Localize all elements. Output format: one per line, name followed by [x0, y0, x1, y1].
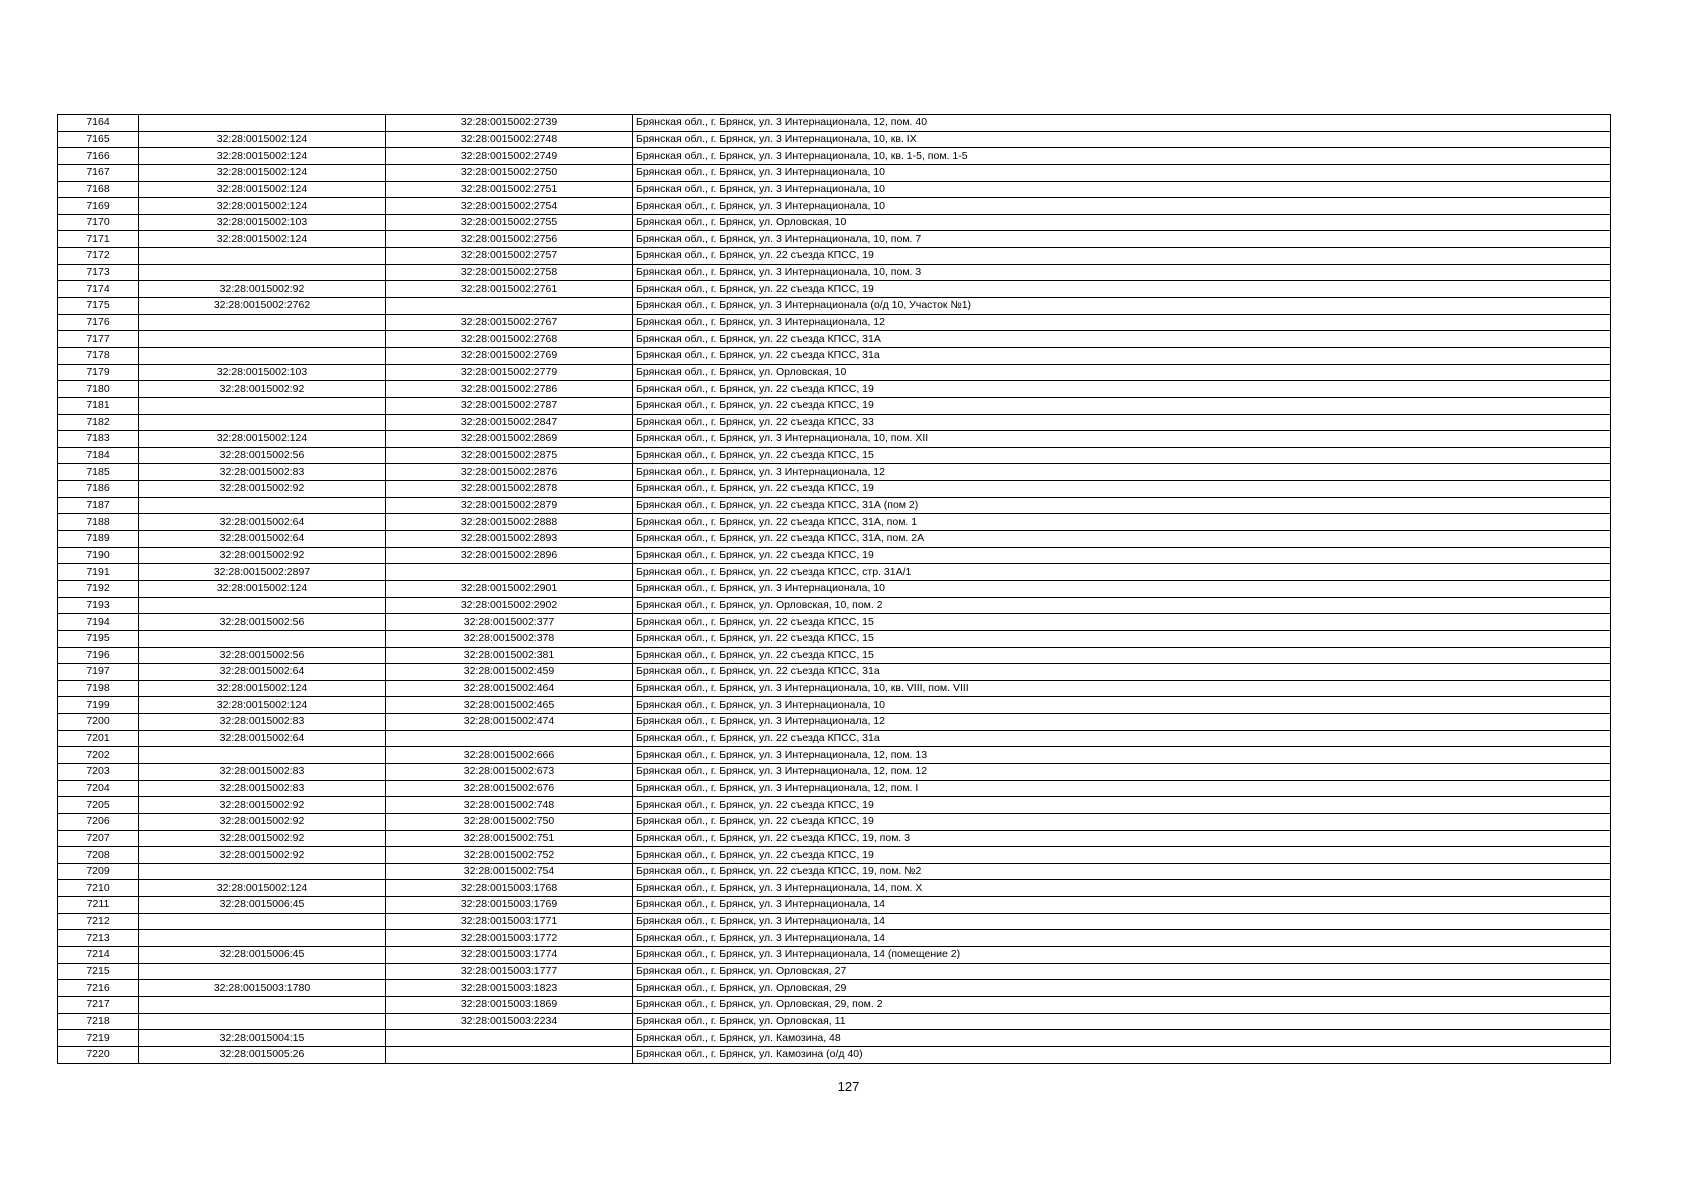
- cadastral-number-cell: 32:28:0015002:2786: [386, 381, 633, 398]
- cadastral-number-cell: 32:28:0015002:2876: [386, 464, 633, 481]
- row-number-cell: 7218: [58, 1013, 139, 1030]
- table-row: [58, 547, 1611, 564]
- parcel-number-cell: 32:28:0015002:2762: [139, 298, 386, 315]
- row-number-cell: 7176: [58, 314, 139, 331]
- cadastral-number-cell: 32:28:0015002:2893: [386, 531, 633, 548]
- address-cell: Брянская обл., г. Брянск, ул. 3 Интернационала, 14 (помещение 2): [633, 947, 1611, 964]
- table-row: [58, 664, 1611, 681]
- address-cell: Брянская обл., г. Брянск, ул. 22 съезда КПСС, 19: [633, 397, 1611, 414]
- row-number-cell: 7179: [58, 364, 139, 381]
- row-number-cell: 7165: [58, 131, 139, 148]
- row-number-cell: 7171: [58, 231, 139, 248]
- table-row: [58, 148, 1611, 165]
- table-row: [58, 880, 1611, 897]
- cadastral-number-cell: 32:28:0015002:2902: [386, 597, 633, 614]
- table-row: [58, 930, 1611, 947]
- address-cell: Брянская обл., г. Брянск, ул. 22 съезда КПСС, 19, пом. 3: [633, 830, 1611, 847]
- table-row: [58, 464, 1611, 481]
- row-number-cell: 7174: [58, 281, 139, 298]
- table-row: [58, 481, 1611, 498]
- parcel-number-cell: 32:28:0015006:45: [139, 897, 386, 914]
- parcel-number-cell: 32:28:0015002:56: [139, 447, 386, 464]
- cadastral-number-cell: 32:28:0015002:666: [386, 747, 633, 764]
- table-row: [58, 797, 1611, 814]
- table-row: [58, 381, 1611, 398]
- table-row: [58, 913, 1611, 930]
- address-cell: Брянская обл., г. Брянск, ул. 3 Интернационала, 14, пом. X: [633, 880, 1611, 897]
- parcel-number-cell: [139, 264, 386, 281]
- address-cell: Брянская обл., г. Брянск, ул. 22 съезда КПСС, 19: [633, 481, 1611, 498]
- cadastral-number-cell: 32:28:0015002:2739: [386, 115, 633, 132]
- cadastral-number-cell: 32:28:0015002:2767: [386, 314, 633, 331]
- parcel-number-cell: [139, 347, 386, 364]
- table-row: [58, 531, 1611, 548]
- registry-table-body: [58, 115, 1611, 1064]
- table-row: [58, 947, 1611, 964]
- parcel-number-cell: [139, 314, 386, 331]
- table-row: [58, 963, 1611, 980]
- cadastral-number-cell: [386, 1030, 633, 1047]
- row-number-cell: 7167: [58, 164, 139, 181]
- address-cell: Брянская обл., г. Брянск, ул. 22 съезда КПСС, 19: [633, 847, 1611, 864]
- cadastral-number-cell: 32:28:0015002:2761: [386, 281, 633, 298]
- cadastral-number-cell: [386, 730, 633, 747]
- address-cell: Брянская обл., г. Брянск, ул. 22 съезда КПСС, 15: [633, 447, 1611, 464]
- table-row: [58, 980, 1611, 997]
- address-cell: Брянская обл., г. Брянск, ул. 3 Интернационала, 10: [633, 580, 1611, 597]
- cadastral-number-cell: 32:28:0015002:752: [386, 847, 633, 864]
- cadastral-number-cell: 32:28:0015002:2869: [386, 431, 633, 448]
- cadastral-number-cell: 32:28:0015002:459: [386, 664, 633, 681]
- parcel-number-cell: 32:28:0015002:103: [139, 364, 386, 381]
- table-row: [58, 231, 1611, 248]
- row-number-cell: 7208: [58, 847, 139, 864]
- address-cell: Брянская обл., г. Брянск, ул. 22 съезда КПСС, 31А, пом. 1: [633, 514, 1611, 531]
- table-row: [58, 897, 1611, 914]
- cadastral-number-cell: 32:28:0015003:1769: [386, 897, 633, 914]
- table-row: [58, 697, 1611, 714]
- row-number-cell: 7166: [58, 148, 139, 165]
- parcel-number-cell: 32:28:0015002:124: [139, 697, 386, 714]
- address-cell: Брянская обл., г. Брянск, ул. 22 съезда КПСС, 31А (пом 2): [633, 497, 1611, 514]
- address-cell: Брянская обл., г. Брянск, ул. Орловская, 29: [633, 980, 1611, 997]
- cadastral-number-cell: 32:28:0015002:378: [386, 630, 633, 647]
- parcel-number-cell: 32:28:0015002:124: [139, 131, 386, 148]
- address-cell: Брянская обл., г. Брянск, ул. 22 съезда КПСС, 19: [633, 813, 1611, 830]
- cadastral-number-cell: [386, 298, 633, 315]
- address-cell: Брянская обл., г. Брянск, ул. 22 съезда КПСС, 19: [633, 797, 1611, 814]
- row-number-cell: 7178: [58, 347, 139, 364]
- address-cell: Брянская обл., г. Брянск, ул. Орловская, 10, пом. 2: [633, 597, 1611, 614]
- address-cell: Брянская обл., г. Брянск, ул. 3 Интернационала, 14: [633, 930, 1611, 947]
- cadastral-number-cell: 32:28:0015002:2878: [386, 481, 633, 498]
- table-row: [58, 431, 1611, 448]
- cadastral-number-cell: [386, 1046, 633, 1063]
- address-cell: Брянская обл., г. Брянск, ул. Камозина, 48: [633, 1030, 1611, 1047]
- parcel-number-cell: 32:28:0015003:1780: [139, 980, 386, 997]
- table-row: [58, 214, 1611, 231]
- table-row: [58, 564, 1611, 581]
- cadastral-number-cell: 32:28:0015002:2755: [386, 214, 633, 231]
- row-number-cell: 7215: [58, 963, 139, 980]
- cadastral-number-cell: 32:28:0015002:2751: [386, 181, 633, 198]
- parcel-number-cell: 32:28:0015002:103: [139, 214, 386, 231]
- parcel-number-cell: 32:28:0015002:64: [139, 730, 386, 747]
- table-row: [58, 747, 1611, 764]
- table-row: [58, 597, 1611, 614]
- row-number-cell: 7183: [58, 431, 139, 448]
- cadastral-number-cell: 32:28:0015002:2748: [386, 131, 633, 148]
- row-number-cell: 7216: [58, 980, 139, 997]
- row-number-cell: 7196: [58, 647, 139, 664]
- address-cell: Брянская обл., г. Брянск, ул. 3 Интернационала, 10, пом. 3: [633, 264, 1611, 281]
- parcel-number-cell: 32:28:0015002:64: [139, 514, 386, 531]
- parcel-number-cell: 32:28:0015002:64: [139, 531, 386, 548]
- parcel-number-cell: [139, 630, 386, 647]
- row-number-cell: 7204: [58, 780, 139, 797]
- parcel-number-cell: 32:28:0015002:83: [139, 780, 386, 797]
- row-number-cell: 7170: [58, 214, 139, 231]
- cadastral-number-cell: 32:28:0015002:2754: [386, 198, 633, 215]
- parcel-number-cell: 32:28:0015006:45: [139, 947, 386, 964]
- cadastral-number-cell: 32:28:0015003:1771: [386, 913, 633, 930]
- cadastral-number-cell: 32:28:0015003:1768: [386, 880, 633, 897]
- address-cell: Брянская обл., г. Брянск, ул. 22 съезда КПСС, 19: [633, 281, 1611, 298]
- parcel-number-cell: 32:28:0015002:124: [139, 880, 386, 897]
- table-row: [58, 847, 1611, 864]
- address-cell: Брянская обл., г. Брянск, ул. 22 съезда КПСС, 31а: [633, 347, 1611, 364]
- address-cell: Брянская обл., г. Брянск, ул. 3 Интернационала, 12, пом. 12: [633, 763, 1611, 780]
- page-number: 127: [837, 1079, 860, 1094]
- table-row: [58, 164, 1611, 181]
- parcel-number-cell: 32:28:0015005:26: [139, 1046, 386, 1063]
- table-row: [58, 347, 1611, 364]
- row-number-cell: 7186: [58, 481, 139, 498]
- cadastral-number-cell: 32:28:0015002:2875: [386, 447, 633, 464]
- table-row: [58, 131, 1611, 148]
- parcel-number-cell: [139, 930, 386, 947]
- parcel-number-cell: [139, 414, 386, 431]
- parcel-number-cell: 32:28:0015002:2897: [139, 564, 386, 581]
- parcel-number-cell: 32:28:0015002:83: [139, 763, 386, 780]
- cadastral-number-cell: 32:28:0015002:2901: [386, 580, 633, 597]
- parcel-number-cell: 32:28:0015002:92: [139, 281, 386, 298]
- address-cell: Брянская обл., г. Брянск, ул. Камозина (о/д 40): [633, 1046, 1611, 1063]
- parcel-number-cell: 32:28:0015002:124: [139, 580, 386, 597]
- address-cell: Брянская обл., г. Брянск, ул. 3 Интернационала, 14: [633, 913, 1611, 930]
- row-number-cell: 7188: [58, 514, 139, 531]
- address-cell: Брянская обл., г. Брянск, ул. 22 съезда КПСС, 15: [633, 630, 1611, 647]
- parcel-number-cell: 32:28:0015002:64: [139, 664, 386, 681]
- row-number-cell: 7207: [58, 830, 139, 847]
- row-number-cell: 7213: [58, 930, 139, 947]
- row-number-cell: 7192: [58, 580, 139, 597]
- address-cell: Брянская обл., г. Брянск, ул. 3 Интернационала, 10: [633, 697, 1611, 714]
- address-cell: Брянская обл., г. Брянск, ул. 3 Интернационала, 12: [633, 314, 1611, 331]
- cadastral-number-cell: 32:28:0015002:2768: [386, 331, 633, 348]
- cadastral-number-cell: 32:28:0015002:673: [386, 763, 633, 780]
- parcel-number-cell: 32:28:0015002:92: [139, 797, 386, 814]
- row-number-cell: 7184: [58, 447, 139, 464]
- cadastral-number-cell: 32:28:0015002:754: [386, 863, 633, 880]
- table-row: [58, 780, 1611, 797]
- parcel-number-cell: [139, 996, 386, 1013]
- address-cell: Брянская обл., г. Брянск, ул. 22 съезда КПСС, 31А: [633, 331, 1611, 348]
- table-row: [58, 331, 1611, 348]
- row-number-cell: 7169: [58, 198, 139, 215]
- cadastral-number-cell: 32:28:0015002:381: [386, 647, 633, 664]
- table-row: [58, 730, 1611, 747]
- table-row: [58, 248, 1611, 265]
- parcel-number-cell: [139, 963, 386, 980]
- parcel-number-cell: 32:28:0015002:83: [139, 714, 386, 731]
- parcel-number-cell: 32:28:0015002:92: [139, 481, 386, 498]
- table-row: [58, 514, 1611, 531]
- table-row: [58, 996, 1611, 1013]
- table-row: [58, 115, 1611, 132]
- parcel-number-cell: 32:28:0015002:124: [139, 181, 386, 198]
- row-number-cell: 7180: [58, 381, 139, 398]
- parcel-number-cell: 32:28:0015002:124: [139, 231, 386, 248]
- table-row: [58, 447, 1611, 464]
- address-cell: Брянская обл., г. Брянск, ул. Орловская, 10: [633, 214, 1611, 231]
- cadastral-number-cell: 32:28:0015002:2779: [386, 364, 633, 381]
- row-number-cell: 7182: [58, 414, 139, 431]
- parcel-number-cell: [139, 597, 386, 614]
- address-cell: Брянская обл., г. Брянск, ул. 22 съезда КПСС, 15: [633, 614, 1611, 631]
- table-row: [58, 264, 1611, 281]
- cadastral-number-cell: 32:28:0015002:377: [386, 614, 633, 631]
- cadastral-number-cell: 32:28:0015002:465: [386, 697, 633, 714]
- cadastral-number-cell: 32:28:0015002:751: [386, 830, 633, 847]
- cadastral-number-cell: 32:28:0015003:1774: [386, 947, 633, 964]
- parcel-number-cell: 32:28:0015004:15: [139, 1030, 386, 1047]
- row-number-cell: 7164: [58, 115, 139, 132]
- row-number-cell: 7191: [58, 564, 139, 581]
- parcel-number-cell: [139, 115, 386, 132]
- row-number-cell: 7173: [58, 264, 139, 281]
- address-cell: Брянская обл., г. Брянск, ул. 3 Интернационала, 10, кв. IX: [633, 131, 1611, 148]
- address-cell: Брянская обл., г. Брянск, ул. Орловская, 27: [633, 963, 1611, 980]
- parcel-number-cell: [139, 397, 386, 414]
- address-cell: Брянская обл., г. Брянск, ул. 22 съезда КПСС, 19: [633, 381, 1611, 398]
- table-row: [58, 714, 1611, 731]
- cadastral-number-cell: 32:28:0015002:2758: [386, 264, 633, 281]
- cadastral-number-cell: 32:28:0015002:676: [386, 780, 633, 797]
- parcel-number-cell: 32:28:0015002:83: [139, 464, 386, 481]
- table-row: [58, 1046, 1611, 1063]
- table-row: [58, 580, 1611, 597]
- row-number-cell: 7220: [58, 1046, 139, 1063]
- table-row: [58, 1013, 1611, 1030]
- table-row: [58, 630, 1611, 647]
- table-row: [58, 364, 1611, 381]
- parcel-number-cell: 32:28:0015002:92: [139, 813, 386, 830]
- parcel-number-cell: 32:28:0015002:56: [139, 647, 386, 664]
- row-number-cell: 7210: [58, 880, 139, 897]
- parcel-number-cell: 32:28:0015002:124: [139, 164, 386, 181]
- table-row: [58, 647, 1611, 664]
- cadastral-number-cell: 32:28:0015002:2888: [386, 514, 633, 531]
- cadastral-number-cell: 32:28:0015002:748: [386, 797, 633, 814]
- cadastral-number-cell: 32:28:0015002:2757: [386, 248, 633, 265]
- parcel-number-cell: 32:28:0015002:124: [139, 431, 386, 448]
- cadastral-number-cell: 32:28:0015002:2879: [386, 497, 633, 514]
- address-cell: Брянская обл., г. Брянск, ул. 3 Интернационала, 12, пом. 40: [633, 115, 1611, 132]
- parcel-number-cell: 32:28:0015002:92: [139, 847, 386, 864]
- table-row: [58, 397, 1611, 414]
- address-cell: Брянская обл., г. Брянск, ул. 22 съезда КПСС, 19: [633, 547, 1611, 564]
- parcel-number-cell: [139, 863, 386, 880]
- address-cell: Брянская обл., г. Брянск, ул. 3 Интернационала, 12, пом. I: [633, 780, 1611, 797]
- address-cell: Брянская обл., г. Брянск, ул. 22 съезда КПСС, 19, пом. №2: [633, 863, 1611, 880]
- row-number-cell: 7214: [58, 947, 139, 964]
- row-number-cell: 7190: [58, 547, 139, 564]
- cadastral-number-cell: 32:28:0015002:750: [386, 813, 633, 830]
- address-cell: Брянская обл., г. Брянск, ул. 22 съезда КПСС, 31А, пом. 2А: [633, 531, 1611, 548]
- table-row: [58, 298, 1611, 315]
- address-cell: Брянская обл., г. Брянск, ул. 3 Интернационала, 10, кв. 1-5, пом. 1-5: [633, 148, 1611, 165]
- parcel-number-cell: 32:28:0015002:124: [139, 198, 386, 215]
- address-cell: Брянская обл., г. Брянск, ул. 3 Интернационала, 12: [633, 714, 1611, 731]
- table-row: [58, 763, 1611, 780]
- parcel-number-cell: 32:28:0015002:124: [139, 148, 386, 165]
- row-number-cell: 7198: [58, 680, 139, 697]
- row-number-cell: 7172: [58, 248, 139, 265]
- address-cell: Брянская обл., г. Брянск, ул. 22 съезда КПСС, 31а: [633, 730, 1611, 747]
- row-number-cell: 7193: [58, 597, 139, 614]
- address-cell: Брянская обл., г. Брянск, ул. 22 съезда КПСС, 15: [633, 647, 1611, 664]
- row-number-cell: 7194: [58, 614, 139, 631]
- row-number-cell: 7211: [58, 897, 139, 914]
- row-number-cell: 7206: [58, 813, 139, 830]
- parcel-number-cell: [139, 331, 386, 348]
- table-row: [58, 1030, 1611, 1047]
- address-cell: Брянская обл., г. Брянск, ул. 3 Интернационала, 12: [633, 464, 1611, 481]
- row-number-cell: 7217: [58, 996, 139, 1013]
- table-row: [58, 863, 1611, 880]
- row-number-cell: 7189: [58, 531, 139, 548]
- cadastral-number-cell: 32:28:0015002:2847: [386, 414, 633, 431]
- row-number-cell: 7187: [58, 497, 139, 514]
- address-cell: Брянская обл., г. Брянск, ул. Орловская, 29, пом. 2: [633, 996, 1611, 1013]
- table-row: [58, 497, 1611, 514]
- address-cell: Брянская обл., г. Брянск, ул. 3 Интернационала, 10, кв. VIII, пом. VIII: [633, 680, 1611, 697]
- row-number-cell: 7202: [58, 747, 139, 764]
- cadastral-number-cell: 32:28:0015002:2756: [386, 231, 633, 248]
- cadastral-number-cell: 32:28:0015003:2234: [386, 1013, 633, 1030]
- parcel-number-cell: 32:28:0015002:92: [139, 381, 386, 398]
- address-cell: Брянская обл., г. Брянск, ул. 22 съезда КПСС, 31а: [633, 664, 1611, 681]
- cadastral-number-cell: 32:28:0015002:2769: [386, 347, 633, 364]
- address-cell: Брянская обл., г. Брянск, ул. Орловская, 10: [633, 364, 1611, 381]
- address-cell: Брянская обл., г. Брянск, ул. 3 Интернационала, 10: [633, 181, 1611, 198]
- row-number-cell: 7209: [58, 863, 139, 880]
- cadastral-number-cell: 32:28:0015003:1777: [386, 963, 633, 980]
- table-row: [58, 281, 1611, 298]
- address-cell: Брянская обл., г. Брянск, ул. 3 Интернационала, 10: [633, 164, 1611, 181]
- cadastral-number-cell: 32:28:0015002:2787: [386, 397, 633, 414]
- cadastral-number-cell: 32:28:0015002:2749: [386, 148, 633, 165]
- registry-table: [57, 114, 1611, 1064]
- cadastral-number-cell: 32:28:0015002:2896: [386, 547, 633, 564]
- row-number-cell: 7175: [58, 298, 139, 315]
- table-row: [58, 181, 1611, 198]
- row-number-cell: 7205: [58, 797, 139, 814]
- address-cell: Брянская обл., г. Брянск, ул. 22 съезда КПСС, стр. 31А/1: [633, 564, 1611, 581]
- cadastral-number-cell: [386, 564, 633, 581]
- address-cell: Брянская обл., г. Брянск, ул. 3 Интернационала, 12, пом. 13: [633, 747, 1611, 764]
- parcel-number-cell: [139, 1013, 386, 1030]
- cadastral-number-cell: 32:28:0015003:1869: [386, 996, 633, 1013]
- row-number-cell: 7181: [58, 397, 139, 414]
- table-row: [58, 830, 1611, 847]
- parcel-number-cell: [139, 248, 386, 265]
- cadastral-number-cell: 32:28:0015003:1772: [386, 930, 633, 947]
- table-row: [58, 198, 1611, 215]
- table-row: [58, 680, 1611, 697]
- table-row: [58, 813, 1611, 830]
- parcel-number-cell: [139, 913, 386, 930]
- cadastral-number-cell: 32:28:0015003:1823: [386, 980, 633, 997]
- parcel-number-cell: [139, 747, 386, 764]
- address-cell: Брянская обл., г. Брянск, ул. 3 Интернационала, 14: [633, 897, 1611, 914]
- address-cell: Брянская обл., г. Брянск, ул. 22 съезда КПСС, 33: [633, 414, 1611, 431]
- row-number-cell: 7212: [58, 913, 139, 930]
- row-number-cell: 7200: [58, 714, 139, 731]
- row-number-cell: 7195: [58, 630, 139, 647]
- cadastral-number-cell: 32:28:0015002:474: [386, 714, 633, 731]
- parcel-number-cell: [139, 497, 386, 514]
- parcel-number-cell: 32:28:0015002:92: [139, 547, 386, 564]
- row-number-cell: 7168: [58, 181, 139, 198]
- parcel-number-cell: 32:28:0015002:92: [139, 830, 386, 847]
- row-number-cell: 7199: [58, 697, 139, 714]
- row-number-cell: 7177: [58, 331, 139, 348]
- cadastral-number-cell: 32:28:0015002:2750: [386, 164, 633, 181]
- row-number-cell: 7185: [58, 464, 139, 481]
- table-row: [58, 614, 1611, 631]
- row-number-cell: 7197: [58, 664, 139, 681]
- address-cell: Брянская обл., г. Брянск, ул. 22 съезда КПСС, 19: [633, 248, 1611, 265]
- address-cell: Брянская обл., г. Брянск, ул. Орловская, 11: [633, 1013, 1611, 1030]
- parcel-number-cell: 32:28:0015002:56: [139, 614, 386, 631]
- address-cell: Брянская обл., г. Брянск, ул. 3 Интернационала, 10: [633, 198, 1611, 215]
- cadastral-number-cell: 32:28:0015002:464: [386, 680, 633, 697]
- table-row: [58, 414, 1611, 431]
- address-cell: Брянская обл., г. Брянск, ул. 3 Интернационала, 10, пом. 7: [633, 231, 1611, 248]
- address-cell: Брянская обл., г. Брянск, ул. 3 Интернационала (о/д 10, Участок №1): [633, 298, 1611, 315]
- row-number-cell: 7201: [58, 730, 139, 747]
- row-number-cell: 7219: [58, 1030, 139, 1047]
- row-number-cell: 7203: [58, 763, 139, 780]
- table-row: [58, 314, 1611, 331]
- parcel-number-cell: 32:28:0015002:124: [139, 680, 386, 697]
- address-cell: Брянская обл., г. Брянск, ул. 3 Интернационала, 10, пом. XII: [633, 431, 1611, 448]
